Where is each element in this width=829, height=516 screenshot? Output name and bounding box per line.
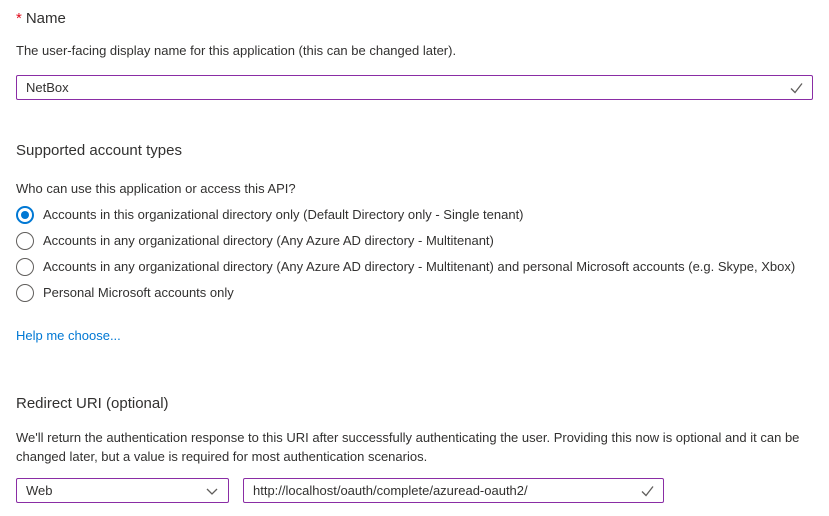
account-types-title: Supported account types [16,142,182,159]
redirect-uri-title: Redirect URI (optional) [16,395,169,412]
radio-button-icon[interactable] [16,284,34,302]
name-input[interactable] [16,75,813,100]
radio-button-icon[interactable] [16,206,34,224]
radio-option-personal-only[interactable] [16,280,813,306]
radio-button-icon[interactable] [16,232,34,250]
radio-option-multitenant-personal[interactable] [16,254,813,280]
required-asterisk: * [16,10,22,27]
radio-option-label: Personal Microsoft accounts only [43,285,234,300]
radio-option-multitenant[interactable] [16,228,813,254]
radio-option-label: Accounts in any organizational directory (Any Azure AD directory - Multitenant) [43,233,494,248]
name-input-wrap [16,75,813,100]
redirect-uri-description: We'll return the authentication response to this URI after successfully authenticating the user. Providing this now is optional and it can be changed later, but a value is required for most authentication scenarios. [16,430,800,464]
account-types-radio-group [16,202,813,306]
chevron-down-icon [205,484,219,498]
name-title-label: Name [25,10,66,27]
redirect-uri-row [16,478,813,503]
redirect-uri-input[interactable] [243,478,664,503]
radio-option-label: Accounts in any organizational directory (Any Azure AD directory - Multitenant) and personal Microsoft accounts (e.g. Skype, Xbox) [43,259,796,274]
radio-button-icon[interactable] [16,258,34,276]
radio-option-label: Accounts in this organizational directory only (Default Directory only - Single tenant) [43,207,524,222]
uri-input-wrap [243,478,664,503]
platform-select[interactable] [16,478,229,503]
platform-select-value: Web [26,483,53,498]
name-section-title [16,10,813,28]
radio-option-single-tenant[interactable] [16,202,813,228]
help-me-choose-link[interactable]: Help me choose... [16,328,121,343]
account-types-question: Who can use this application or access this API? [16,181,296,196]
name-description: The user-facing display name for this application (this can be changed later). [16,43,457,58]
